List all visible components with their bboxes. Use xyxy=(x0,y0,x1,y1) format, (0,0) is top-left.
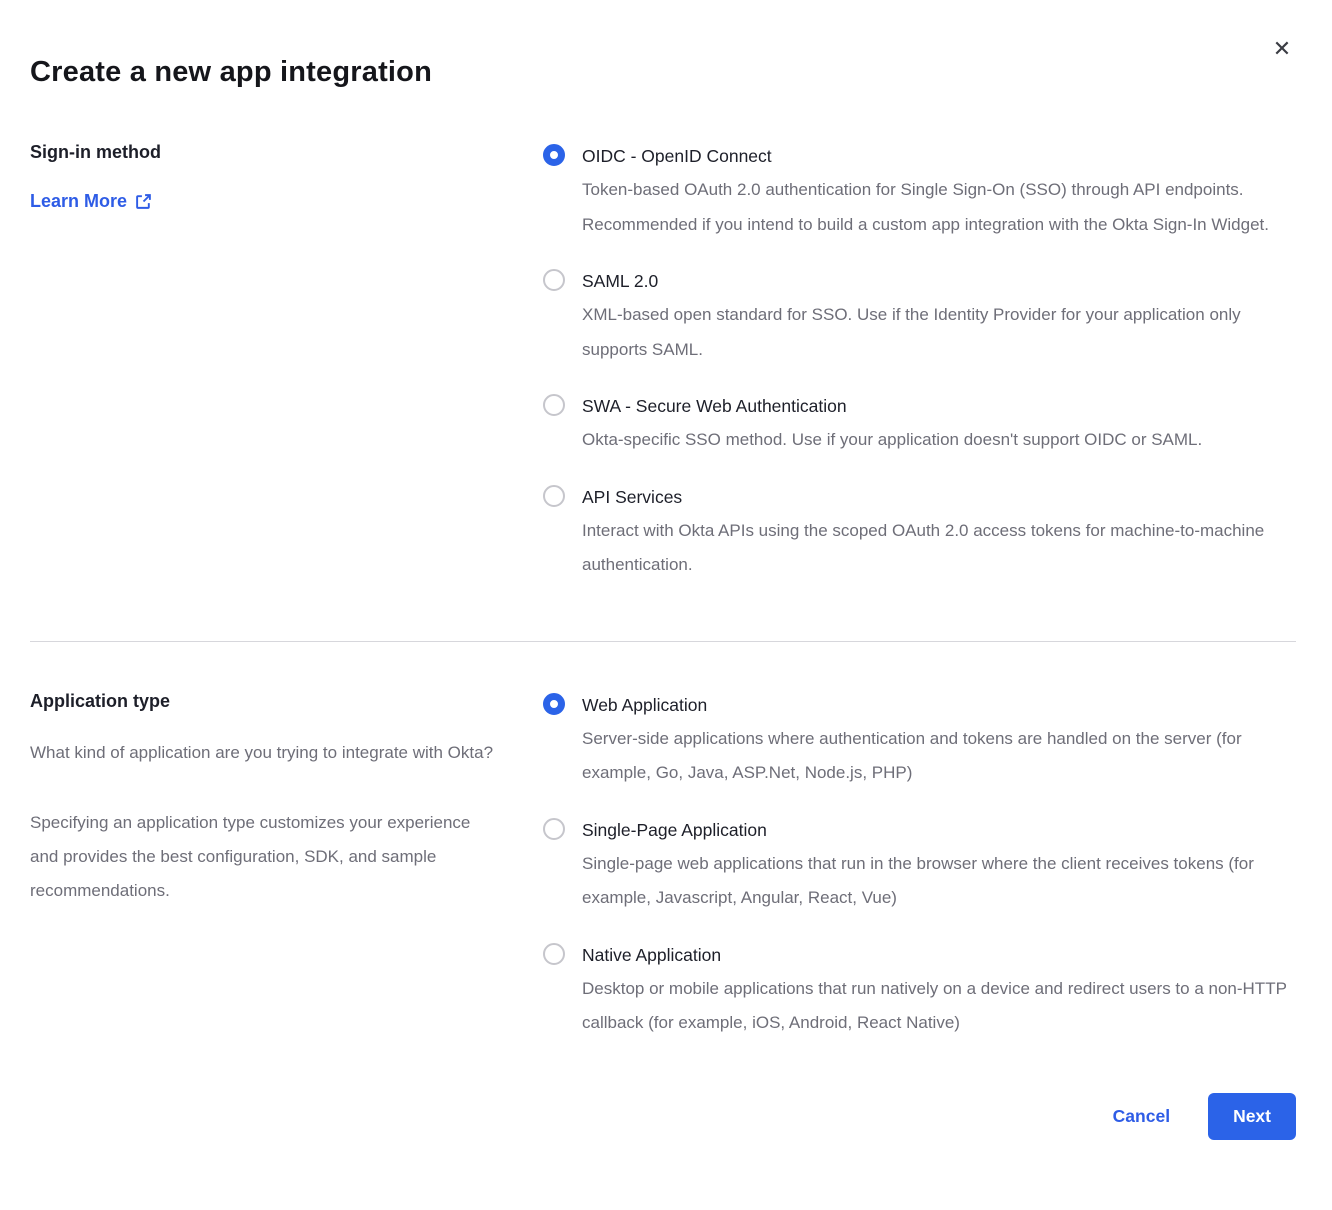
signin-method-section xyxy=(30,139,1296,583)
next-button[interactable]: Next xyxy=(1208,1093,1296,1140)
radio-option-oidc[interactable] xyxy=(543,139,1296,242)
radio-option-label: Web Application xyxy=(582,694,708,715)
radio-icon[interactable] xyxy=(543,485,565,507)
radio-option-description: XML-based open standard for SSO. Use if the Identity Provider for your application only supports SAML. xyxy=(582,305,1241,359)
radio-icon[interactable] xyxy=(543,394,565,416)
radio-icon[interactable] xyxy=(543,943,565,965)
option-text xyxy=(582,139,1294,242)
radio-option-description: Desktop or mobile applications that run natively on a device and redirect users to a non-HTTP callback (for example, iOS, Android, React Native) xyxy=(582,978,1287,1032)
radio-option-label: SAML 2.0 xyxy=(582,271,659,291)
application-type-left-column xyxy=(30,688,543,908)
radio-option-native-application[interactable] xyxy=(543,938,1296,1041)
radio-option-description: Okta-specific SSO method. Use if your application doesn't support OIDC or SAML. xyxy=(582,430,1203,449)
close-icon[interactable]: ✕ xyxy=(1268,36,1296,64)
radio-option-label: SWA - Secure Web Authentication xyxy=(582,396,847,416)
application-type-heading: Application type xyxy=(30,690,171,711)
external-link-icon xyxy=(135,193,152,210)
option-text xyxy=(582,389,1202,458)
option-text xyxy=(582,480,1294,583)
application-type-section xyxy=(30,688,1296,1041)
signin-method-options xyxy=(543,139,1296,583)
application-type-description-1: What kind of application are you trying to integrate with Okta? xyxy=(30,742,494,762)
option-text xyxy=(582,813,1294,916)
radio-icon[interactable] xyxy=(543,693,565,715)
application-type-description-2: Specifying an application type customizes your experience and provides the best configuration, SDK, and sample recommendations. xyxy=(30,812,471,900)
radio-option-saml[interactable] xyxy=(543,264,1296,367)
radio-icon[interactable] xyxy=(543,818,565,840)
learn-more-link[interactable] xyxy=(30,191,152,212)
cancel-button[interactable]: Cancel xyxy=(1112,1105,1171,1126)
radio-option-label: Single-Page Application xyxy=(582,819,767,840)
signin-method-heading: Sign-in method xyxy=(30,142,161,162)
signin-method-left-column xyxy=(30,139,543,212)
radio-option-label: API Services xyxy=(582,486,683,507)
modal-footer xyxy=(30,1093,1296,1140)
radio-option-description: Token-based OAuth 2.0 authentication for Single Sign-On (SSO) through API endpoints. Recommended if you intend to build a custom app integration with the Okta Sign-In Widget. xyxy=(582,180,1269,234)
application-type-options xyxy=(543,688,1296,1041)
option-text xyxy=(582,688,1294,791)
option-text xyxy=(582,938,1294,1041)
page-title: Create a new app integration xyxy=(30,56,433,88)
radio-icon[interactable] xyxy=(543,269,565,291)
learn-more-label: Learn More xyxy=(30,191,128,211)
radio-option-swa[interactable] xyxy=(543,389,1296,458)
radio-option-single-page-application[interactable] xyxy=(543,813,1296,916)
radio-option-api-services[interactable] xyxy=(543,480,1296,583)
radio-option-web-application[interactable] xyxy=(543,688,1296,791)
section-divider xyxy=(30,641,1296,642)
radio-option-label: Native Application xyxy=(582,944,722,965)
option-text xyxy=(582,264,1294,367)
radio-icon[interactable] xyxy=(543,144,565,166)
radio-option-label: OIDC - OpenID Connect xyxy=(582,146,772,166)
radio-option-description: Server-side applications where authentication and tokens are handled on the server (for example, Go, Java, ASP.Net, Node.js, PHP) xyxy=(582,728,1242,782)
radio-option-description: Single-page web applications that run in the browser where the client receives tokens (for example, Javascript, Angular, React, Vue) xyxy=(582,853,1254,907)
radio-option-description: Interact with Okta APIs using the scoped OAuth 2.0 access tokens for machine-to-machine authentication. xyxy=(582,520,1265,574)
